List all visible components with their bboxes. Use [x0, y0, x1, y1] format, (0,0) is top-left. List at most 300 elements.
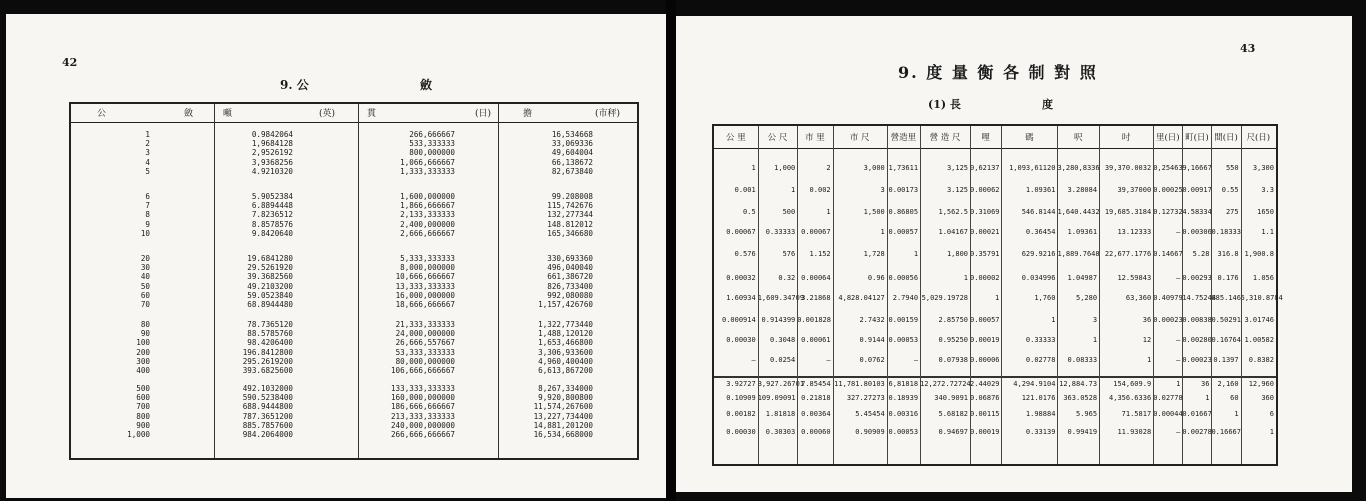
header-dun: 噸: [223, 109, 233, 119]
table-row: [714, 426, 1276, 438]
table-row: [714, 376, 1276, 390]
table-cell: 1.98884: [1025, 410, 1056, 418]
table-cell: 0.00030: [726, 336, 756, 344]
table-cell: 4,960,400400: [538, 356, 593, 366]
book-spine: [666, 0, 676, 501]
table-cell: 1,500: [863, 208, 885, 216]
table-cell: 0.9144: [859, 336, 885, 344]
table-cell: 1: [1051, 316, 1056, 324]
table-cell: 1: [963, 274, 969, 282]
table-cell: 165,346680: [547, 228, 593, 238]
table-cell: 1: [913, 250, 919, 258]
column-divider: [833, 126, 834, 464]
table-cell: 340.9091: [934, 394, 969, 402]
table-cell: 0.31069: [970, 208, 1000, 216]
table-cell: 4: [145, 157, 150, 167]
table-cell: 0.07938: [938, 356, 969, 364]
table-cell: 13,333,333333: [395, 281, 455, 291]
table-cell: 0.00023: [1153, 316, 1183, 324]
table-cell: 1,609.34709: [757, 294, 805, 302]
table-row: [71, 282, 637, 291]
table-cell: 0.35791: [970, 250, 1000, 258]
table-cell: 661,386720: [547, 272, 593, 282]
table-cell: 800: [136, 411, 150, 421]
table-cell: 68.8944480: [247, 299, 293, 309]
table-cell: 66,138672: [551, 157, 593, 167]
table-cell: 0.002: [809, 186, 831, 194]
table-cell: 4.58334: [1182, 208, 1212, 216]
table-cell: 266,666667: [409, 130, 455, 139]
table-cell: 160,000,000000: [390, 393, 455, 403]
table-cell: 0.00293: [1182, 274, 1212, 282]
header-cell: 公 里: [726, 133, 746, 143]
table-cell: 500: [782, 208, 796, 216]
table-row: [714, 206, 1276, 218]
table-cell: 1: [791, 186, 796, 194]
table-cell: 360: [1261, 394, 1274, 402]
table-cell: 18,666,666667: [395, 299, 455, 309]
table-cell: 0.90909: [855, 428, 885, 436]
table-cell: 121.0176: [1021, 394, 1056, 402]
table-cell: 1,653,466800: [538, 338, 593, 348]
table-cell: —: [826, 356, 831, 364]
table-cell: —: [1176, 336, 1181, 344]
page-number: 43: [1240, 42, 1256, 55]
table-cell: 12,272.72724: [920, 380, 971, 388]
table-cell: 39,370.0032: [1104, 164, 1152, 172]
table-cell: 1,900.8: [1244, 250, 1274, 258]
table-cell: 8.8578576: [251, 219, 293, 229]
header-cell: 尺(日): [1246, 133, 1271, 143]
header-cell: 碼: [1025, 133, 1034, 143]
header-cell: 吋: [1121, 133, 1131, 143]
table-cell: 1,093,61120: [1009, 164, 1056, 172]
table-cell: 5,310.8784: [1240, 294, 1283, 302]
section-subtitle-suffix: 度: [1042, 98, 1053, 111]
table-cell: 0.034996: [1021, 274, 1056, 282]
table-cell: 0.18333: [1211, 228, 1241, 236]
table-cell: 39.3682560: [247, 272, 293, 282]
table-cell: 60: [140, 290, 150, 300]
table-cell: 1.152: [809, 250, 831, 258]
table-row: [71, 366, 637, 375]
table-cell: 1,157,426760: [538, 299, 593, 309]
table-cell: 3,300: [1252, 164, 1274, 172]
table-cell: 5: [145, 166, 150, 176]
table-cell: 0.86805: [888, 208, 919, 216]
table-cell: 19,685.3184: [1104, 208, 1152, 216]
table-cell: 316.8: [1217, 250, 1239, 258]
table-cell: 115,742676: [547, 201, 593, 211]
table-cell: 2,666,666667: [400, 228, 455, 238]
table-cell: 1,066,666667: [400, 157, 455, 167]
table-cell: 1: [751, 164, 756, 172]
table-cell: 0.30303: [765, 428, 796, 436]
header-guan: 貫: [367, 109, 377, 119]
table-cell: 327.27273: [846, 394, 885, 402]
column-divider: [887, 126, 888, 464]
table-cell: 4,356.6336: [1109, 394, 1152, 402]
table-cell: 36: [1142, 316, 1152, 324]
table-cell: 0.1397: [1213, 356, 1239, 364]
right-page: [676, 16, 1352, 492]
table-row: [71, 254, 637, 263]
table-cell: 0,62137: [970, 164, 1000, 172]
table-cell: 0.00115: [970, 410, 1000, 418]
table-cell: 154,609.9: [1113, 380, 1152, 388]
table-cell: 1,9684128: [251, 139, 293, 149]
table-cell: 0.40979: [1153, 294, 1183, 302]
table-cell: 2,160: [1217, 380, 1239, 388]
table-cell: 12: [1142, 336, 1152, 344]
header-guan-unit: (日): [475, 109, 492, 119]
table-cell: 3.92727: [726, 380, 756, 388]
table-cell: 0.00064: [801, 274, 831, 282]
table-cell: 0.00316: [888, 410, 919, 418]
table-cell: 60: [1230, 394, 1239, 402]
table-cell: 0.00061: [801, 336, 831, 344]
table-cell: 8,000,000000: [400, 263, 455, 273]
table-cell: 1650: [1257, 208, 1274, 216]
table-row: [71, 329, 637, 338]
table-cell: 106,666,666667: [390, 365, 455, 375]
table-cell: 0.00002: [970, 274, 1000, 282]
table-cell: 240,000,000000: [390, 420, 455, 430]
table-cell: 186,666,666667: [390, 402, 455, 412]
table-cell: 6: [1269, 410, 1274, 418]
table-cell: 98.4206400: [247, 338, 293, 348]
table-cell: 1: [880, 228, 885, 236]
table-cell: 3.01746: [1244, 316, 1274, 324]
table-cell: 400: [136, 365, 150, 375]
table-cell: 6: [145, 192, 150, 201]
table-cell: 26,666,557667: [395, 338, 455, 348]
table-cell: 3,125: [946, 164, 969, 172]
table-cell: 0.00025: [1153, 186, 1183, 194]
row-group: [71, 192, 637, 238]
table-cell: 59.0523840: [247, 290, 293, 300]
table-cell: 0.00067: [726, 228, 756, 236]
header-gong: 公: [97, 109, 107, 119]
table-cell: 12.59843: [1117, 274, 1152, 282]
table-cell: 500: [136, 384, 150, 393]
table-cell: 363.0528: [1063, 394, 1098, 402]
table-row: [71, 130, 637, 139]
column-divider: [1153, 126, 1154, 464]
table-row: [71, 348, 637, 357]
column-divider: [1182, 126, 1183, 464]
table-header: [71, 104, 637, 123]
table-cell: 0.95250: [938, 336, 969, 344]
table-cell: 5.68182: [938, 410, 969, 418]
table-cell: 7.8236512: [251, 210, 293, 220]
table-row: [71, 402, 637, 411]
table-cell: 5.9052384: [251, 192, 293, 201]
left-page: [6, 14, 666, 498]
table-cell: 3.21868: [801, 294, 831, 302]
table-row: [714, 272, 1276, 284]
table-row: [714, 248, 1276, 260]
table-cell: 9,16667: [1182, 164, 1212, 172]
table-cell: 0.00019: [970, 428, 1000, 436]
table-cell: 2,9526192: [251, 148, 293, 158]
table-cell: 1: [1176, 380, 1181, 388]
table-cell: 11.93028: [1117, 428, 1152, 436]
table-cell: 5,333,333333: [400, 254, 455, 263]
table-cell: 196.8412800: [242, 347, 293, 357]
table-row: [714, 292, 1283, 304]
table-cell: 0.99419: [1067, 428, 1098, 436]
table-cell: 1,728: [863, 250, 885, 258]
table-cell: 0.00060: [801, 428, 831, 436]
table-row: [71, 167, 637, 176]
table-cell: 3: [880, 186, 885, 194]
table-cell: 3,927.26701: [757, 380, 805, 388]
table-cell: 0.33333: [765, 228, 796, 236]
table-cell: 29.5261920: [247, 263, 293, 273]
table-cell: 1,488,120120: [538, 329, 593, 339]
table-cell: 80,000,000000: [395, 356, 455, 366]
header-dun-unit: (英): [319, 109, 336, 119]
column-divider: [797, 126, 798, 464]
table-cell: 0.00306: [1182, 228, 1212, 236]
table-cell: 9: [145, 219, 150, 229]
table-cell: 533,333333: [409, 139, 455, 149]
table-cell: 13.12333: [1117, 228, 1152, 236]
table-cell: 0,25463: [1153, 164, 1183, 172]
table-cell: 1.056: [1252, 274, 1274, 282]
table-cell: 688.9444800: [242, 402, 293, 412]
table-cell: 0.001: [734, 186, 756, 194]
table-cell: 30: [140, 263, 150, 273]
table-row: [71, 229, 637, 238]
table-cell: 6,613,867200: [538, 365, 593, 375]
column-divider: [1211, 126, 1212, 464]
table-cell: 71.5817: [1121, 410, 1152, 418]
table-cell: 0.02778: [1153, 394, 1183, 402]
table-row: [71, 148, 637, 157]
table-row: [71, 430, 637, 439]
table-cell: 0.00067: [801, 228, 831, 236]
table-cell: 6.8894448: [251, 201, 293, 211]
table-cell: 82,673840: [551, 166, 593, 176]
table-cell: 63,360: [1125, 294, 1152, 302]
header-cell: 町(日): [1185, 133, 1209, 143]
table-row: [71, 201, 637, 210]
page-number: 42: [62, 56, 78, 69]
table-row: [714, 314, 1276, 326]
table-cell: 2.7940: [892, 294, 919, 302]
table-cell: 550: [1225, 164, 1239, 172]
table-cell: 0.16667: [1211, 428, 1241, 436]
table-cell: 50: [140, 281, 150, 291]
table-cell: 1,322,773440: [538, 320, 593, 329]
column-divider: [1001, 126, 1002, 464]
table-cell: 88.5785760: [247, 329, 293, 339]
table-row: [71, 320, 637, 329]
table-cell: —: [1176, 228, 1181, 236]
page-title: 9. 公: [280, 78, 309, 92]
column-divider: [1099, 126, 1100, 464]
table-cell: 0.00044: [1153, 410, 1183, 418]
column-divider: [920, 126, 921, 464]
table-cell: 0.00032: [726, 274, 756, 282]
table-cell: 900: [136, 420, 150, 430]
table-cell: 787.3651200: [242, 411, 293, 421]
table-cell: 629.9216: [1021, 250, 1056, 258]
table-cell: 885.7857600: [242, 420, 293, 430]
header-cell: 間(日): [1214, 133, 1238, 143]
table-cell: 330,693360: [547, 254, 593, 263]
table-row: [71, 272, 637, 281]
table-cell: 300: [136, 356, 150, 366]
table-cell: 1,889.7648: [1057, 250, 1100, 258]
table-cell: 0.16764: [1211, 336, 1241, 344]
table-cell: 5,029.19728: [921, 294, 969, 302]
table-cell: 2: [145, 139, 150, 149]
table-row: [71, 412, 637, 421]
table-cell: 11,574,267600: [533, 402, 593, 412]
table-cell: 1.09361: [1067, 228, 1098, 236]
table-cell: 53,333,333333: [395, 347, 455, 357]
table-cell: 20: [140, 254, 150, 263]
table-cell: 70: [140, 299, 150, 309]
table-cell: 0.00173: [888, 186, 919, 194]
header-jin: 斂: [184, 109, 194, 119]
table-cell: 7: [145, 201, 150, 211]
table-cell: 0.50291: [1211, 316, 1241, 324]
table-cell: 4,294.9104: [1013, 380, 1056, 388]
table-cell: 11,781.80103: [834, 380, 885, 388]
table-cell: 80: [140, 320, 150, 329]
page-title-suffix: 斂: [420, 78, 433, 92]
row-group: [71, 254, 637, 309]
table-cell: 6,81818: [888, 380, 919, 388]
table-cell: 99.208008: [551, 192, 593, 201]
table-cell: 1: [826, 208, 831, 216]
table-cell: 10: [140, 228, 150, 238]
table-cell: 0.18939: [888, 394, 919, 402]
table-cell: 3.125: [946, 186, 969, 194]
table-cell: 2.85750: [938, 316, 969, 324]
table-cell: 12,960: [1248, 380, 1274, 388]
table-cell: 800,000000: [409, 148, 455, 158]
table-cell: 700: [136, 402, 150, 412]
table-cell: 3.3: [1261, 186, 1274, 194]
table-cell: 0.01667: [1182, 410, 1212, 418]
table-cell: 0.55: [1221, 186, 1239, 194]
table-cell: 295.2619200: [242, 356, 293, 366]
table-cell: 12,884.73: [1059, 380, 1098, 388]
table-cell: 3: [145, 148, 150, 158]
table-cell: 0.000914: [721, 316, 756, 324]
table-cell: 16,000,000000: [395, 290, 455, 300]
table-row: [71, 139, 637, 148]
table-cell: 0.00062: [970, 186, 1000, 194]
table-cell: 1: [995, 294, 1000, 302]
table-cell: 2: [826, 164, 831, 172]
table-cell: 0.00917: [1182, 186, 1212, 194]
table-cell: 0.00159: [888, 316, 919, 324]
table-cell: 0.8382: [1248, 356, 1274, 364]
table-cell: 984.2064000: [242, 429, 293, 439]
table-row: [71, 384, 637, 393]
table-cell: 1.81818: [765, 410, 796, 418]
table-row: [71, 263, 637, 272]
table-cell: 826,733400: [547, 281, 593, 291]
table-cell: 13,227,734400: [533, 411, 593, 421]
table-row: [714, 354, 1276, 366]
table-cell: 1.60934: [726, 294, 756, 302]
table-cell: 0.33333: [1025, 336, 1056, 344]
table-cell: 3,306,933600: [538, 347, 593, 357]
table-cell: 0.00838: [1182, 316, 1212, 324]
table-cell: 0.00021: [970, 228, 1000, 236]
table-cell: 1.1: [1261, 228, 1274, 236]
table-cell: —: [1176, 274, 1181, 282]
table-cell: 0.0254: [769, 356, 796, 364]
table-cell: 0.3048: [769, 336, 796, 344]
table-cell: 213,333,333333: [390, 411, 455, 421]
table-cell: 0.001828: [797, 316, 831, 324]
header-cell: 呎: [1073, 133, 1083, 143]
table-cell: 885.146: [1211, 294, 1241, 302]
table-row: [71, 210, 637, 219]
table-cell: 133,333,333333: [390, 384, 455, 393]
table-cell: 1: [1269, 428, 1274, 436]
table-row: [71, 158, 637, 167]
table-cell: 0.00053: [888, 428, 919, 436]
table-cell: 0.00030: [726, 428, 756, 436]
table-cell: 992,080080: [547, 290, 593, 300]
header-dan: 擔: [523, 109, 533, 119]
header-cell: 營 造 尺: [929, 133, 961, 143]
table-row: [714, 184, 1276, 196]
table-cell: 0.10909: [726, 394, 756, 402]
table-cell: 1: [145, 130, 150, 139]
table-cell: 0.08333: [1067, 356, 1098, 364]
header-cell: 市 里: [805, 133, 825, 143]
table-cell: 1.09361: [1025, 186, 1056, 194]
header-dan-unit: (市秤): [595, 109, 621, 119]
table-cell: 40: [140, 272, 150, 282]
table-cell: 576: [782, 250, 796, 258]
table-cell: 3,9368256: [251, 157, 293, 167]
column-divider: [1241, 126, 1242, 464]
table-cell: —: [1176, 356, 1181, 364]
table-cell: 0.00006: [970, 356, 1000, 364]
table-cell: 1: [1092, 336, 1098, 344]
table-cell: 200: [136, 347, 150, 357]
table-cell: 5,280: [1075, 294, 1098, 302]
table-row: [71, 300, 637, 309]
table-cell: 21,333,333333: [395, 320, 455, 329]
table-row: [71, 220, 637, 229]
table-cell: 0.00057: [970, 316, 1000, 324]
table-cell: 1,640.4432: [1057, 208, 1100, 216]
table-cell: 0.00280: [1182, 336, 1212, 344]
table-cell: 275: [1225, 208, 1239, 216]
table-cell: 590.5238400: [242, 393, 293, 403]
table-cell: 0.176: [1217, 274, 1239, 282]
table-cell: 90: [140, 329, 150, 339]
table-cell: 0.914399: [761, 316, 796, 324]
table-cell: 2,400,000000: [400, 219, 455, 229]
table-cell: 36: [1201, 380, 1210, 388]
table-cell: 2,133,333333: [400, 210, 455, 220]
table-cell: 0.36454: [1025, 228, 1056, 236]
table-cell: 0.00182: [726, 410, 756, 418]
